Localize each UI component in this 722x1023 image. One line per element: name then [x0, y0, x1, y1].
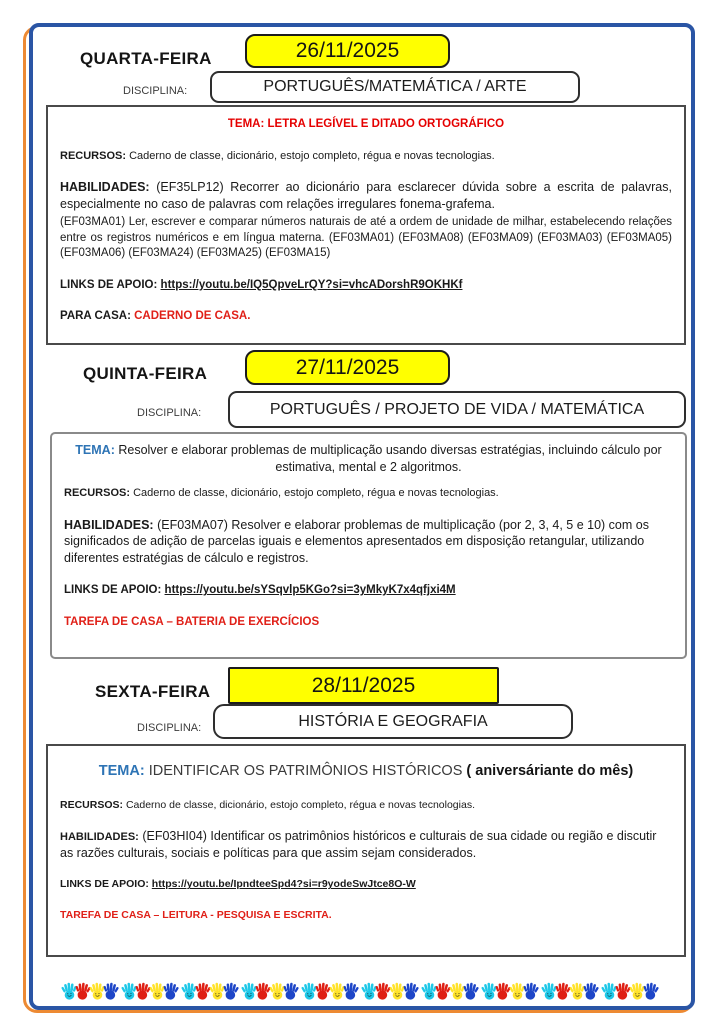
- date-value: 26/11/2025: [295, 39, 400, 62]
- day-title: QUINTA-FEIRA: [83, 364, 208, 383]
- date-box: [245, 350, 450, 385]
- links-row: [60, 278, 672, 294]
- handprint-icon: [582, 975, 600, 1000]
- tema-text: Resolver e elaborar problemas de multiplicação usando diversas estratégias, incluindo cálculo por estimativa, mental e 2 algoritmos.: [118, 443, 662, 474]
- lesson-box: [50, 432, 687, 659]
- tema-row: [60, 762, 672, 782]
- discipline-box: [213, 704, 573, 739]
- habilidades-label: HABILIDADES:: [64, 517, 154, 532]
- tema-note: ( aniversáriante do mês): [466, 763, 634, 779]
- homework-label: PARA CASA:: [60, 310, 131, 323]
- tema-label: TEMA:: [98, 763, 145, 779]
- day-title: QUARTA-FEIRA: [80, 49, 212, 68]
- lesson-box: [46, 744, 686, 957]
- recursos-row: [64, 486, 673, 501]
- tema-text: LETRA LEGÍVEL E DITADO ORTOGRÁFICO: [267, 118, 505, 130]
- habilidades-row: [64, 517, 673, 568]
- support-link[interactable]: https://youtu.be/sYSqvlp5KGo?si=3yMkyK7x4qfjxi4M: [164, 584, 456, 597]
- handprint-icon: [402, 975, 420, 1000]
- discipline-box: [228, 391, 686, 428]
- recursos-row: [60, 149, 672, 164]
- tema-label: TEMA:: [227, 118, 265, 130]
- support-link[interactable]: https://youtu.be/IpndteeSpd4?si=r9yodeSwJtce8O-W: [151, 878, 416, 891]
- handprint-icon: [162, 975, 180, 1000]
- handprint-icon: [642, 975, 660, 1000]
- recursos-row: [60, 798, 672, 812]
- habilidades-row: [60, 179, 672, 213]
- habilidades-row: [60, 828, 672, 862]
- handprint-icon: [222, 975, 240, 1000]
- discipline-label: DISCIPLINA:: [123, 85, 188, 97]
- habilidades-text: (EF03HI04) Identificar os patrimônios históricos e culturais de sua cidade ou região e discutir as razões culturais, sociais e políticas para que assim sejam considerados.: [60, 828, 657, 860]
- recursos-label: RECURSOS:: [60, 149, 127, 162]
- habilidades-label: HABILIDADES:: [60, 180, 150, 195]
- homework-row: [60, 908, 672, 922]
- handprint-icon: [522, 975, 540, 1000]
- links-row: [60, 877, 672, 891]
- discipline-value: HISTÓRIA E GEOGRAFIA: [298, 712, 488, 730]
- handprint-icon: [342, 975, 360, 1000]
- habilidades-text: (EF03MA07) Resolver e elaborar problemas de multiplicação (por 2, 3, 4, 5 e 10) com os significados de adição de parcelas iguais e elementos apresentados em disposição retangular, utilizando diferentes estratégias de cálculo e registros.: [64, 517, 649, 566]
- recursos-text: Caderno de classe, dicionário, estojo completo, régua e novas tecnologias.: [129, 149, 495, 162]
- support-link[interactable]: https://youtu.be/IQ5QpveLrQY?si=vhcADorshR9OKHKf: [160, 278, 463, 291]
- habilidades-text: (EF35LP12) Recorrer ao dicionário para esclarecer dúvida sobre a escrita de palavras, especialmente no caso de palavras com relações irregulares fonema-grafema.: [60, 180, 672, 212]
- hands-border: [61, 970, 663, 1000]
- links-label: LINKS DE APOIO:: [64, 584, 162, 597]
- tema-row: [60, 117, 672, 133]
- habilidades-row-2: [60, 215, 672, 262]
- links-row: [64, 583, 673, 599]
- date-box: [228, 667, 499, 704]
- tema-label: TEMA:: [75, 443, 115, 457]
- discipline-box: [210, 71, 580, 103]
- date-box: [245, 34, 450, 68]
- day-title: SEXTA-FEIRA: [95, 682, 211, 701]
- recursos-text: Caderno de classe, dicionário, estojo completo, régua e novas tecnologias.: [125, 798, 475, 811]
- tema-text: IDENTIFICAR OS PATRIMÔNIOS HISTÓRICOS: [148, 763, 463, 779]
- lesson-box: [46, 105, 686, 345]
- handprint-icon: [102, 975, 120, 1000]
- habilidades-label: HABILIDADES:: [60, 830, 139, 843]
- homework-text: TAREFA DE CASA – BATERIA DE EXERCÍCIOS: [64, 615, 320, 628]
- homework-row: [60, 309, 672, 325]
- tema-row: [64, 442, 673, 476]
- discipline-value: PORTUGUÊS / PROJETO DE VIDA / MATEMÁTICA: [269, 400, 645, 418]
- links-label: LINKS DE APOIO:: [60, 878, 149, 891]
- date-value: 27/11/2025: [295, 355, 400, 379]
- recursos-label: RECURSOS:: [64, 486, 131, 499]
- handprint-icon: [462, 975, 480, 1000]
- homework-text: TAREFA DE CASA – LEITURA - PESQUISA E ESCRITA.: [60, 908, 332, 921]
- recursos-text: Caderno de classe, dicionário, estojo completo, régua e novas tecnologias.: [133, 486, 499, 499]
- handprint-icon: [282, 975, 300, 1000]
- date-value: 28/11/2025: [311, 673, 416, 697]
- discipline-label: DISCIPLINA:: [137, 722, 202, 734]
- discipline-label: DISCIPLINA:: [137, 407, 202, 419]
- recursos-label: RECURSOS:: [60, 798, 124, 811]
- links-label: LINKS DE APOIO:: [60, 278, 158, 291]
- habilidades-text-2: (EF03MA01) Ler, escrever e comparar números naturais de até a ordem de unidade de milhar, estabelecendo relações entre os registros numéricos e em língua materna. (EF03MA01) (EF03MA08) (EF03MA09) (EF03MA03) (EF03MA05) (EF03MA06) (EF03MA24) (EF03MA25) (EF03MA15): [60, 216, 672, 260]
- homework-text: CADERNO DE CASA.: [134, 310, 251, 323]
- homework-row: [64, 615, 673, 631]
- discipline-value: PORTUGUÊS/MATEMÁTICA / ARTE: [263, 78, 527, 95]
